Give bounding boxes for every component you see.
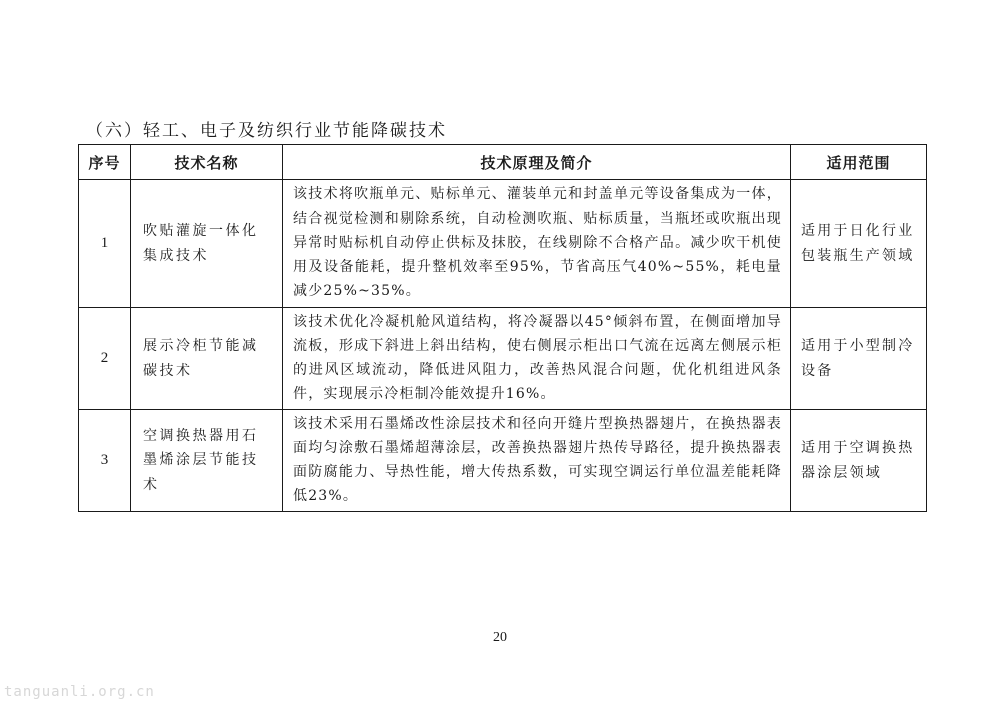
technology-name: 空调换热器用石墨烯涂层节能技术 [131,410,283,512]
header-name: 技术名称 [131,145,283,180]
technology-name: 展示冷柜节能减碳技术 [131,308,283,410]
row-number: 2 [79,308,131,410]
technology-name: 吹贴灌旋一体化集成技术 [131,180,283,308]
technology-description: 该技术采用石墨烯改性涂层技术和径向开缝片型换热器翅片，在换热器表面均匀涂敷石墨烯超薄涂层，改善换热器翅片热传导路径，提升换热器表面防腐能力、导热性能，增大传热系数，可实现空调运行单位温差能耗降低23%。 [283,410,791,512]
application-scope: 适用于空调换热器涂层领域 [791,410,927,512]
header-no: 序号 [79,145,131,180]
page-number: 20 [493,630,507,645]
technology-table [78,144,927,512]
row-number: 3 [79,410,131,512]
technology-description: 该技术优化冷凝机舱风道结构，将冷凝器以45°倾斜布置，在侧面增加导流板，形成下斜进上斜出结构，使右侧展示柜出口气流在远离左侧展示柜的进风区域流动，降低进风阻力，改善热风混合问题，优化机组进风条件，实现展示冷柜制冷能效提升16%。 [283,308,791,410]
table-row [79,410,927,512]
row-number: 1 [79,180,131,308]
application-scope: 适用于日化行业包装瓶生产领域 [791,180,927,308]
table-header-row [79,145,927,180]
watermark: tanguanli.org.cn [4,684,155,700]
table-row [79,308,927,410]
header-scope: 适用范围 [791,145,927,180]
section-title: （六）轻工、电子及纺织行业节能降碳技术 [86,121,447,141]
technology-description: 该技术将吹瓶单元、贴标单元、灌装单元和封盖单元等设备集成为一体，结合视觉检测和剔除系统，自动检测吹瓶、贴标质量，当瓶坯或吹瓶出现异常时贴标机自动停止供标及抹胶，在线剔除不合格产品。减少吹干机使用及设备能耗，提升整机效率至95%，节省高压气40%~55%，耗电量减少25%~35%。 [283,180,791,308]
header-desc: 技术原理及简介 [283,145,791,180]
application-scope: 适用于小型制冷设备 [791,308,927,410]
table-row [79,180,927,308]
